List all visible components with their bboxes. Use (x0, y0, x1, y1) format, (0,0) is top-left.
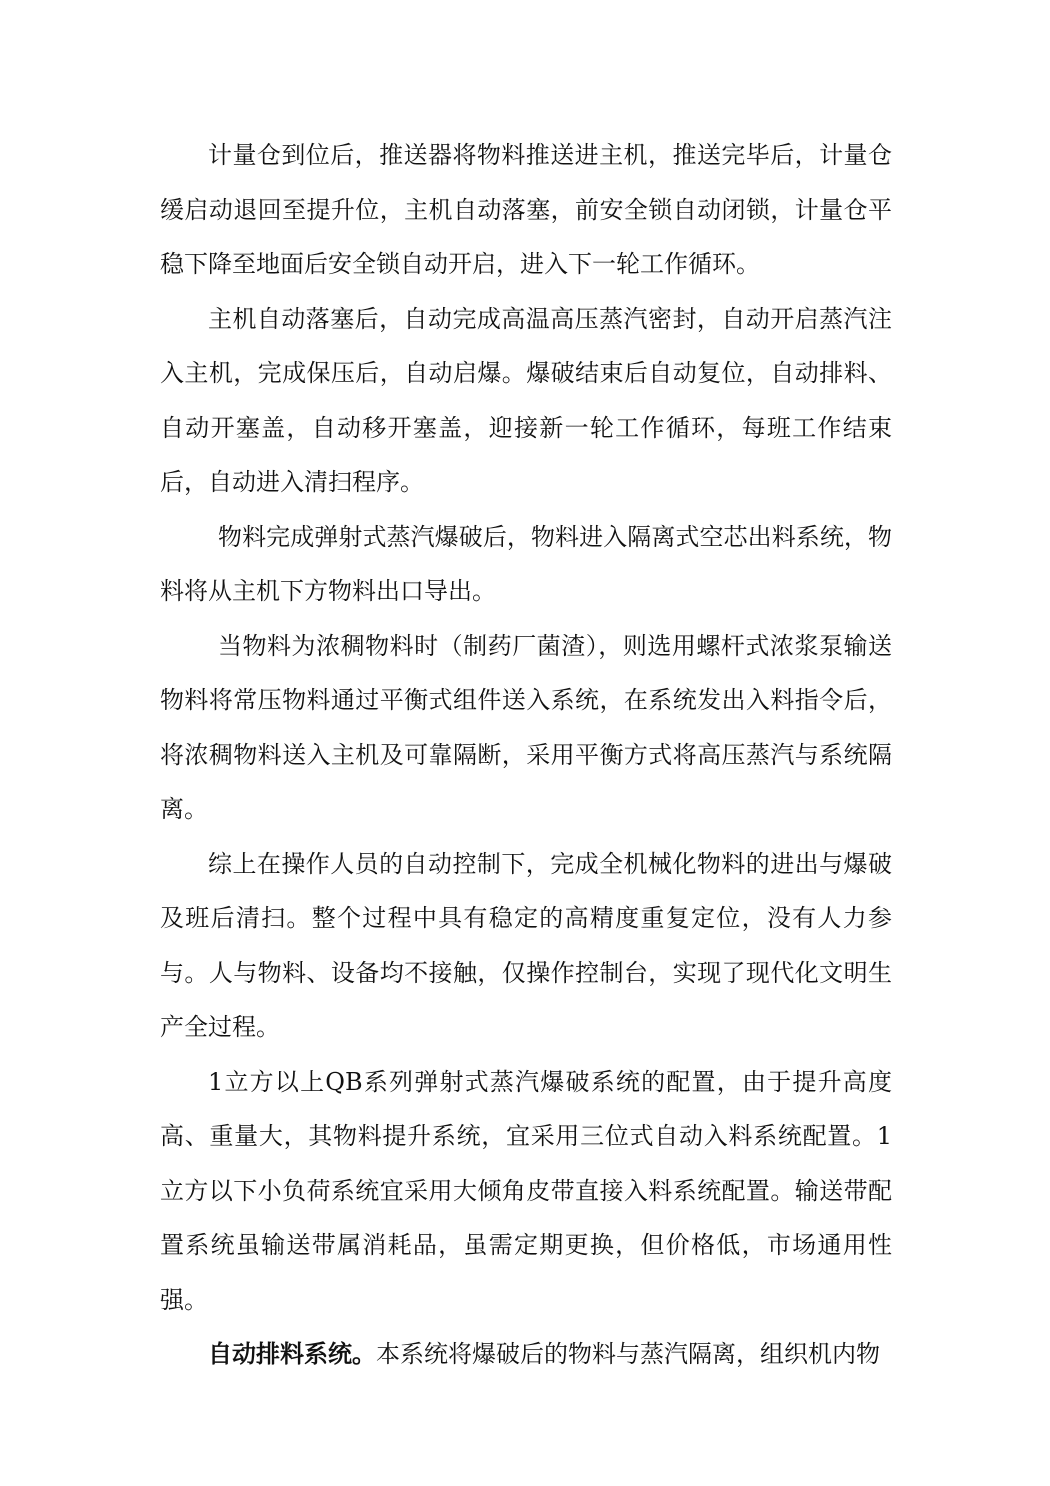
paragraph-text: 物料完成弹射式蒸汽爆破后，物料进入隔离式空芯出料系统，物料将从主机下方物料出口导出。 (160, 522, 892, 605)
paragraph-text: 本系统将爆破后的物料与蒸汽隔离，组织机内物 (376, 1340, 880, 1368)
paragraph-discharge (160, 510, 892, 619)
paragraph-configuration (160, 1055, 892, 1328)
paragraph-summary (160, 837, 892, 1055)
paragraph-text: 1立方以上QB系列弹射式蒸汽爆破系统的配置，由于提升高度高、重量大，其物料提升系统，宜采用三位式自动入料系统配置。1立方以下小负荷系统宜采用大倾角皮带直接入料系统配置。输送带配置系统虽输送带属消耗品，虽需定期更换，但价格低，市场通用性强。 (160, 1067, 892, 1314)
document-body (160, 128, 892, 1382)
paragraph-text: 综上在操作人员的自动控制下，完成全机械化物料的进出与爆破及班后清扫。整个过程中具有稳定的高精度重复定位，没有人力参与。人与物料、设备均不接触，仅操作控制台，实现了现代化文明生产全过程。 (160, 849, 892, 1041)
paragraph-text: 计量仓到位后，推送器将物料推送进主机，推送完毕后，计量仓缓启动退回至提升位，主机自动落塞，前安全锁自动闭锁，计量仓平稳下降至地面后安全锁自动开启，进入下一轮工作循环。 (160, 141, 892, 278)
paragraph-thick-material (160, 619, 892, 837)
paragraph-auto-discharge-system (160, 1327, 892, 1382)
section-lead-heading: 自动排料系统。 (208, 1339, 376, 1368)
paragraph-auto-blast (160, 292, 892, 510)
paragraph-text: 当物料为浓稠物料时（制药厂菌渣），则选用螺杆式浓浆泵输送物料将常压物料通过平衡式组件送入系统，在系统发出入料指令后，将浓稠物料送入主机及可靠隔断，采用平衡方式将高压蒸汽与系统隔离。 (160, 631, 892, 823)
paragraph-text: 主机自动落塞后，自动完成高温高压蒸汽密封，自动开启蒸汽注入主机，完成保压后，自动启爆。爆破结束后自动复位，自动排料、自动开塞盖，自动移开塞盖，迎接新一轮工作循环，每班工作结束后，自动进入清扫程序。 (160, 304, 892, 496)
paragraph-loading-cycle (160, 128, 892, 292)
